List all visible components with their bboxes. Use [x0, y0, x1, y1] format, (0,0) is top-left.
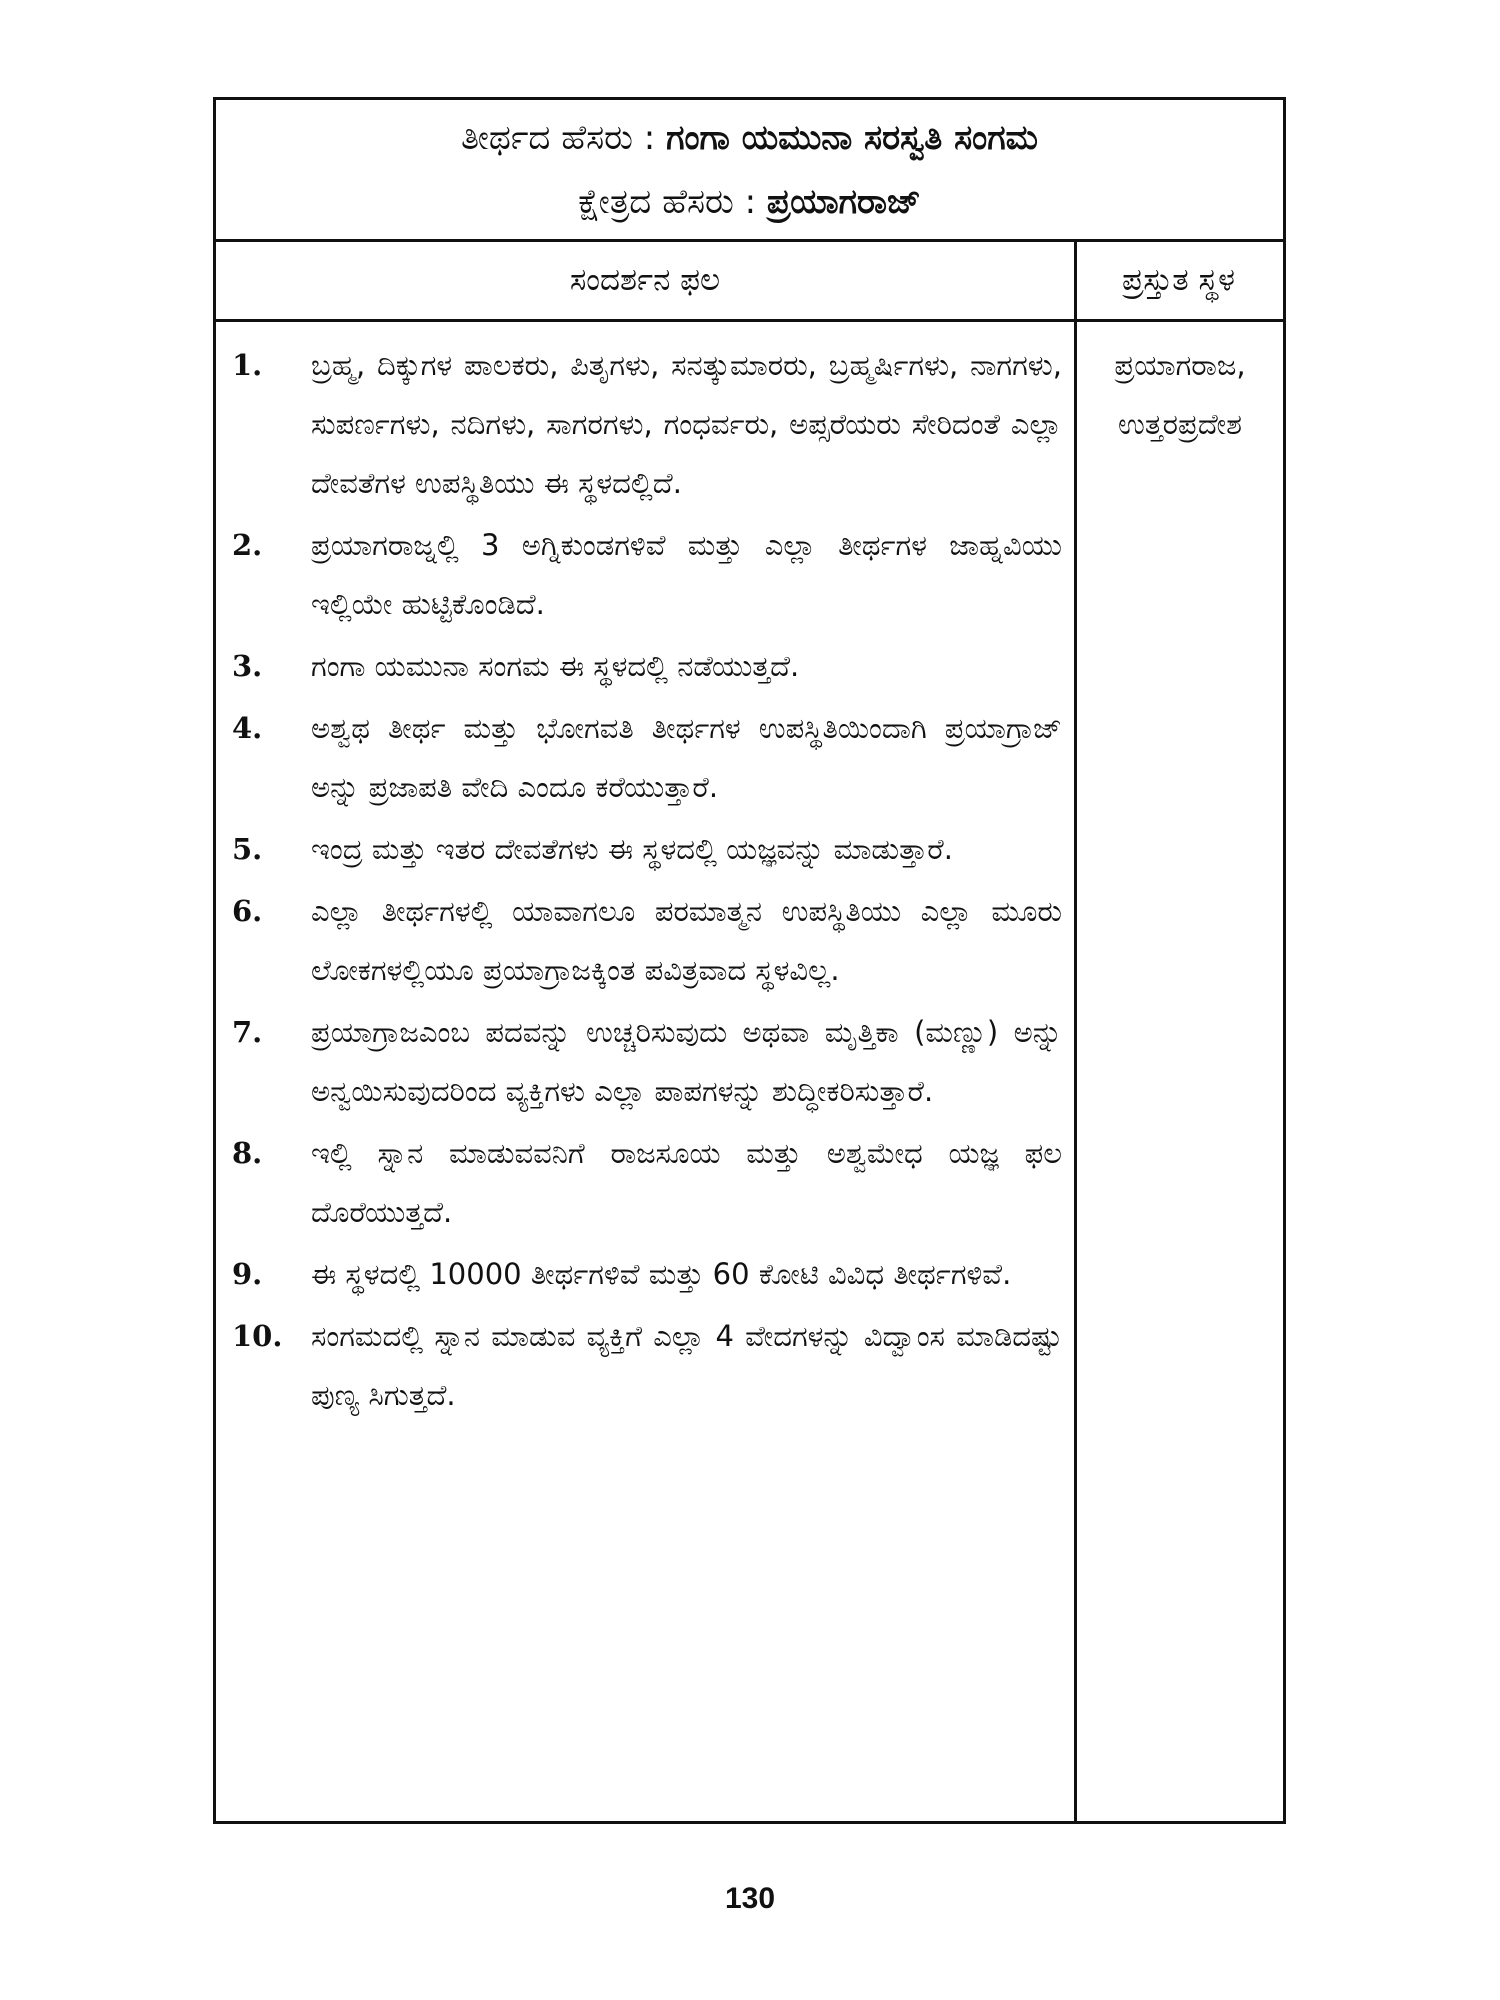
- item-number: 4.: [232, 711, 263, 745]
- item-number: 1.: [232, 348, 263, 382]
- item-text: ಇಂದ್ರ ಮತ್ತು ಇತರ ದೇವತೆಗಳು ಈ ಸ್ಥಳದಲ್ಲಿ ಯಜ್ಞವನ್ನು ಮಾಡುತ್ತಾರೆ.: [311, 832, 953, 866]
- column-header-prastuta-sthala: ಪ್ರಸ್ತುತ ಸ್ಥಳ: [1122, 262, 1235, 298]
- column-header-sandarshana-phala: ಸಂದರ್ಶನ ಫಲ: [569, 262, 721, 298]
- list-item: [216, 1124, 1074, 1242]
- item-number: 7.: [232, 1015, 263, 1049]
- list-item: [216, 637, 1074, 696]
- page-number: 130: [724, 1882, 776, 1915]
- column-divider: [1074, 242, 1077, 1824]
- item-text: ಪ್ರಯಾಗರಾಜ್ನಲ್ಲಿ 3 ಅಗ್ನಿಕುಂಡಗಳಿವೆ ಮತ್ತು ಎಲ್ಲಾ ತೀರ್ಥಗಳ ಜಾಹ್ನವಿಯು ಇಲ್ಲಿಯೇ ಹುಟ್ಟಿಕೊಂಡಿದೆ.: [311, 528, 1062, 621]
- list-item: [216, 1307, 1074, 1425]
- kshetra-name: ಪ್ರಯಾಗರಾಜ್: [766, 182, 921, 222]
- item-number: 3.: [232, 649, 263, 683]
- item-text: ಅಶ್ವಥ ತೀರ್ಥ ಮತ್ತು ಭೋಗವತಿ ತೀರ್ಥಗಳ ಉಪಸ್ಥಿತಿಯಿಂದಾಗಿ ಪ್ರಯಾಗ್ರಾಜ್ ಅನ್ನು ಪ್ರಜಾಪತಿ ವೇದಿ ಎಂದೂ ಕರೆಯುತ್ತಾರೆ.: [311, 711, 1062, 804]
- item-text: ಈ ಸ್ಥಳದಲ್ಲಿ 10000 ತೀರ್ಥಗಳಿವೆ ಮತ್ತು 60 ಕೋಟಿ ವಿವಿಧ ತೀರ್ಥಗಳಿವೆ.: [311, 1257, 1012, 1291]
- location-line: ಉತ್ತರಪ್ರದೇಶ: [1117, 407, 1243, 441]
- item-number: 10.: [232, 1319, 283, 1353]
- list-item: [216, 699, 1074, 817]
- item-number: 6.: [232, 894, 263, 928]
- list-item: [216, 1003, 1074, 1121]
- kshetra-label: ಕ್ಷೇತ್ರದ ಹೆಸರು :: [578, 182, 757, 222]
- title-block: [216, 100, 1283, 242]
- item-number: 9.: [232, 1257, 263, 1291]
- item-text: ಇಲ್ಲಿ ಸ್ನಾನ ಮಾಡುವವನಿಗೆ ರಾಜಸೂಯ ಮತ್ತು ಅಶ್ವಮೇಧ ಯಜ್ಞ ಫಲ ದೊರೆಯುತ್ತದೆ.: [311, 1136, 1062, 1229]
- table-header-row: [216, 242, 1283, 322]
- list-item: [216, 820, 1074, 879]
- benefits-list: [216, 336, 1074, 1428]
- location-line: ಪ್ರಯಾಗರಾಜ,: [1114, 348, 1246, 382]
- item-number: 2.: [232, 528, 263, 562]
- list-item: [216, 516, 1074, 634]
- item-text: ಎಲ್ಲಾ ತೀರ್ಥಗಳಲ್ಲಿ ಯಾವಾಗಲೂ ಪರಮಾತ್ಮನ ಉಪಸ್ಥಿತಿಯು ಎಲ್ಲಾ ಮೂರು ಲೋಕಗಳಲ್ಲಿಯೂ ಪ್ರಯಾಗ್ರಾಜಕ್ಕಿಂತ ಪವಿತ್ರವಾದ ಸ್ಥಳವಿಲ್ಲ.: [311, 894, 1062, 987]
- item-number: 5.: [232, 832, 263, 866]
- list-item: [216, 882, 1074, 1000]
- list-item: [216, 336, 1074, 513]
- item-number: 8.: [232, 1136, 263, 1170]
- tirtha-table: [213, 97, 1286, 1824]
- tirtha-name: ಗಂಗಾ ಯಮುನಾ ಸರಸ್ವತಿ ಸಂಗಮ: [666, 118, 1038, 158]
- item-text: ಸಂಗಮದಲ್ಲಿ ಸ್ನಾನ ಮಾಡುವ ವ್ಯಕ್ತಿಗೆ ಎಲ್ಲಾ 4 ವೇದಗಳನ್ನು ವಿದ್ವಾಂಸ ಮಾಡಿದಷ್ಟು ಪುಣ್ಯ ಸಿಗುತ್ತದೆ.: [311, 1319, 1062, 1412]
- item-text: ಬ್ರಹ್ಮ, ದಿಕ್ಕುಗಳ ಪಾಲಕರು, ಪಿತೃಗಳು, ಸನತ್ಕುಮಾರರು, ಬ್ರಹ್ಮರ್ಷಿಗಳು, ನಾಗಗಳು, ಸುಪರ್ಣಗಳು, ನದಿಗಳು, ಸಾಗರಗಳು, ಗಂಧರ್ವರು, ಅಪ್ಸರೆಯರು ಸೇರಿದಂತೆ ಎಲ್ಲಾ ದೇವತೆಗಳ ಉಪಸ್ಥಿತಿಯು ಈ ಸ್ಥಳದಲ್ಲಿದೆ.: [311, 348, 1062, 500]
- item-text: ಪ್ರಯಾಗ್ರಾಜಎಂಬ ಪದವನ್ನು ಉಚ್ಚರಿಸುವುದು ಅಥವಾ ಮೃತ್ತಿಕಾ (ಮಣ್ಣು) ಅನ್ನು ಅನ್ವಯಿಸುವುದರಿಂದ ವ್ಯಕ್ತಿಗಳು ಎಲ್ಲಾ ಪಾಪಗಳನ್ನು ಶುದ್ಧೀಕರಿಸುತ್ತಾರೆ.: [311, 1015, 1062, 1108]
- list-item: [216, 1245, 1074, 1304]
- item-text: ಗಂಗಾ ಯಮುನಾ ಸಂಗಮ ಈ ಸ್ಥಳದಲ್ಲಿ ನಡೆಯುತ್ತದೆ.: [311, 649, 800, 683]
- tirtha-label: ತೀರ್ಥದ ಹೆಸರು :: [461, 118, 656, 158]
- location-cell: [1077, 336, 1283, 454]
- kshetra-title-line: [216, 178, 1283, 226]
- tirtha-title-line: [216, 114, 1283, 162]
